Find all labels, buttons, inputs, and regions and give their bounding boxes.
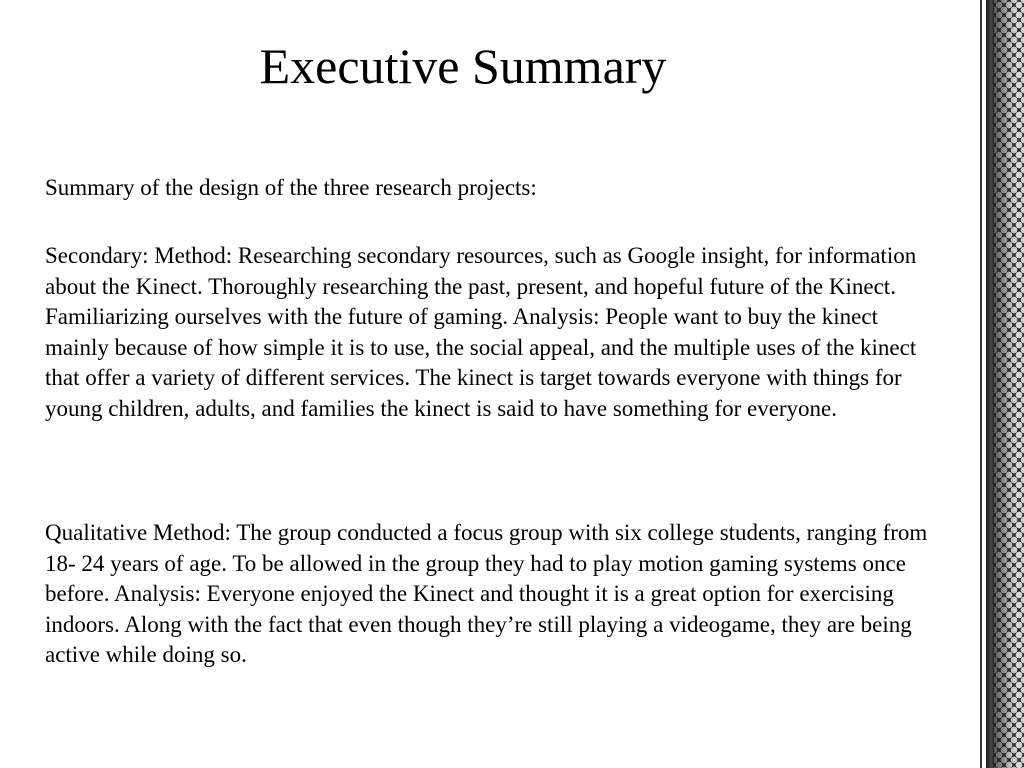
border-divider-line [980, 0, 982, 768]
slide-subtitle: Summary of the design of the three research projects: [45, 175, 537, 200]
decorative-right-border [980, 0, 1024, 768]
border-shadow-fade [994, 0, 1024, 768]
slide-title: Executive Summary [259, 38, 667, 94]
border-dark-strip [986, 0, 994, 768]
secondary-research-paragraph: Secondary: Method: Researching secondary resources, such as Google insight, for information about the Kinect. Thoroughly researching the past, present, and hopeful future of the Kinect. Familiarizing ourselves with the future of gaming. Analysis: People want to buy the kinect mainly because of how simple it is to use, the social appeal, and the multiple uses of the kinect that offer a variety of different services. The kinect is target towards everyone with things for young children, adults, and families the kinect is said to have something for everyone. [45, 243, 917, 421]
qualitative-research-paragraph: Qualitative Method: The group conducted a focus group with six college students, ranging from 18- 24 years of age. To be allowed in the group they had to play motion gaming systems once before. Analysis: Everyone enjoyed the Kinect and thought it is a great option for exercising indoors. Along with the fact that even though they’re still playing a videogame, they are being active while doing so. [45, 520, 928, 668]
